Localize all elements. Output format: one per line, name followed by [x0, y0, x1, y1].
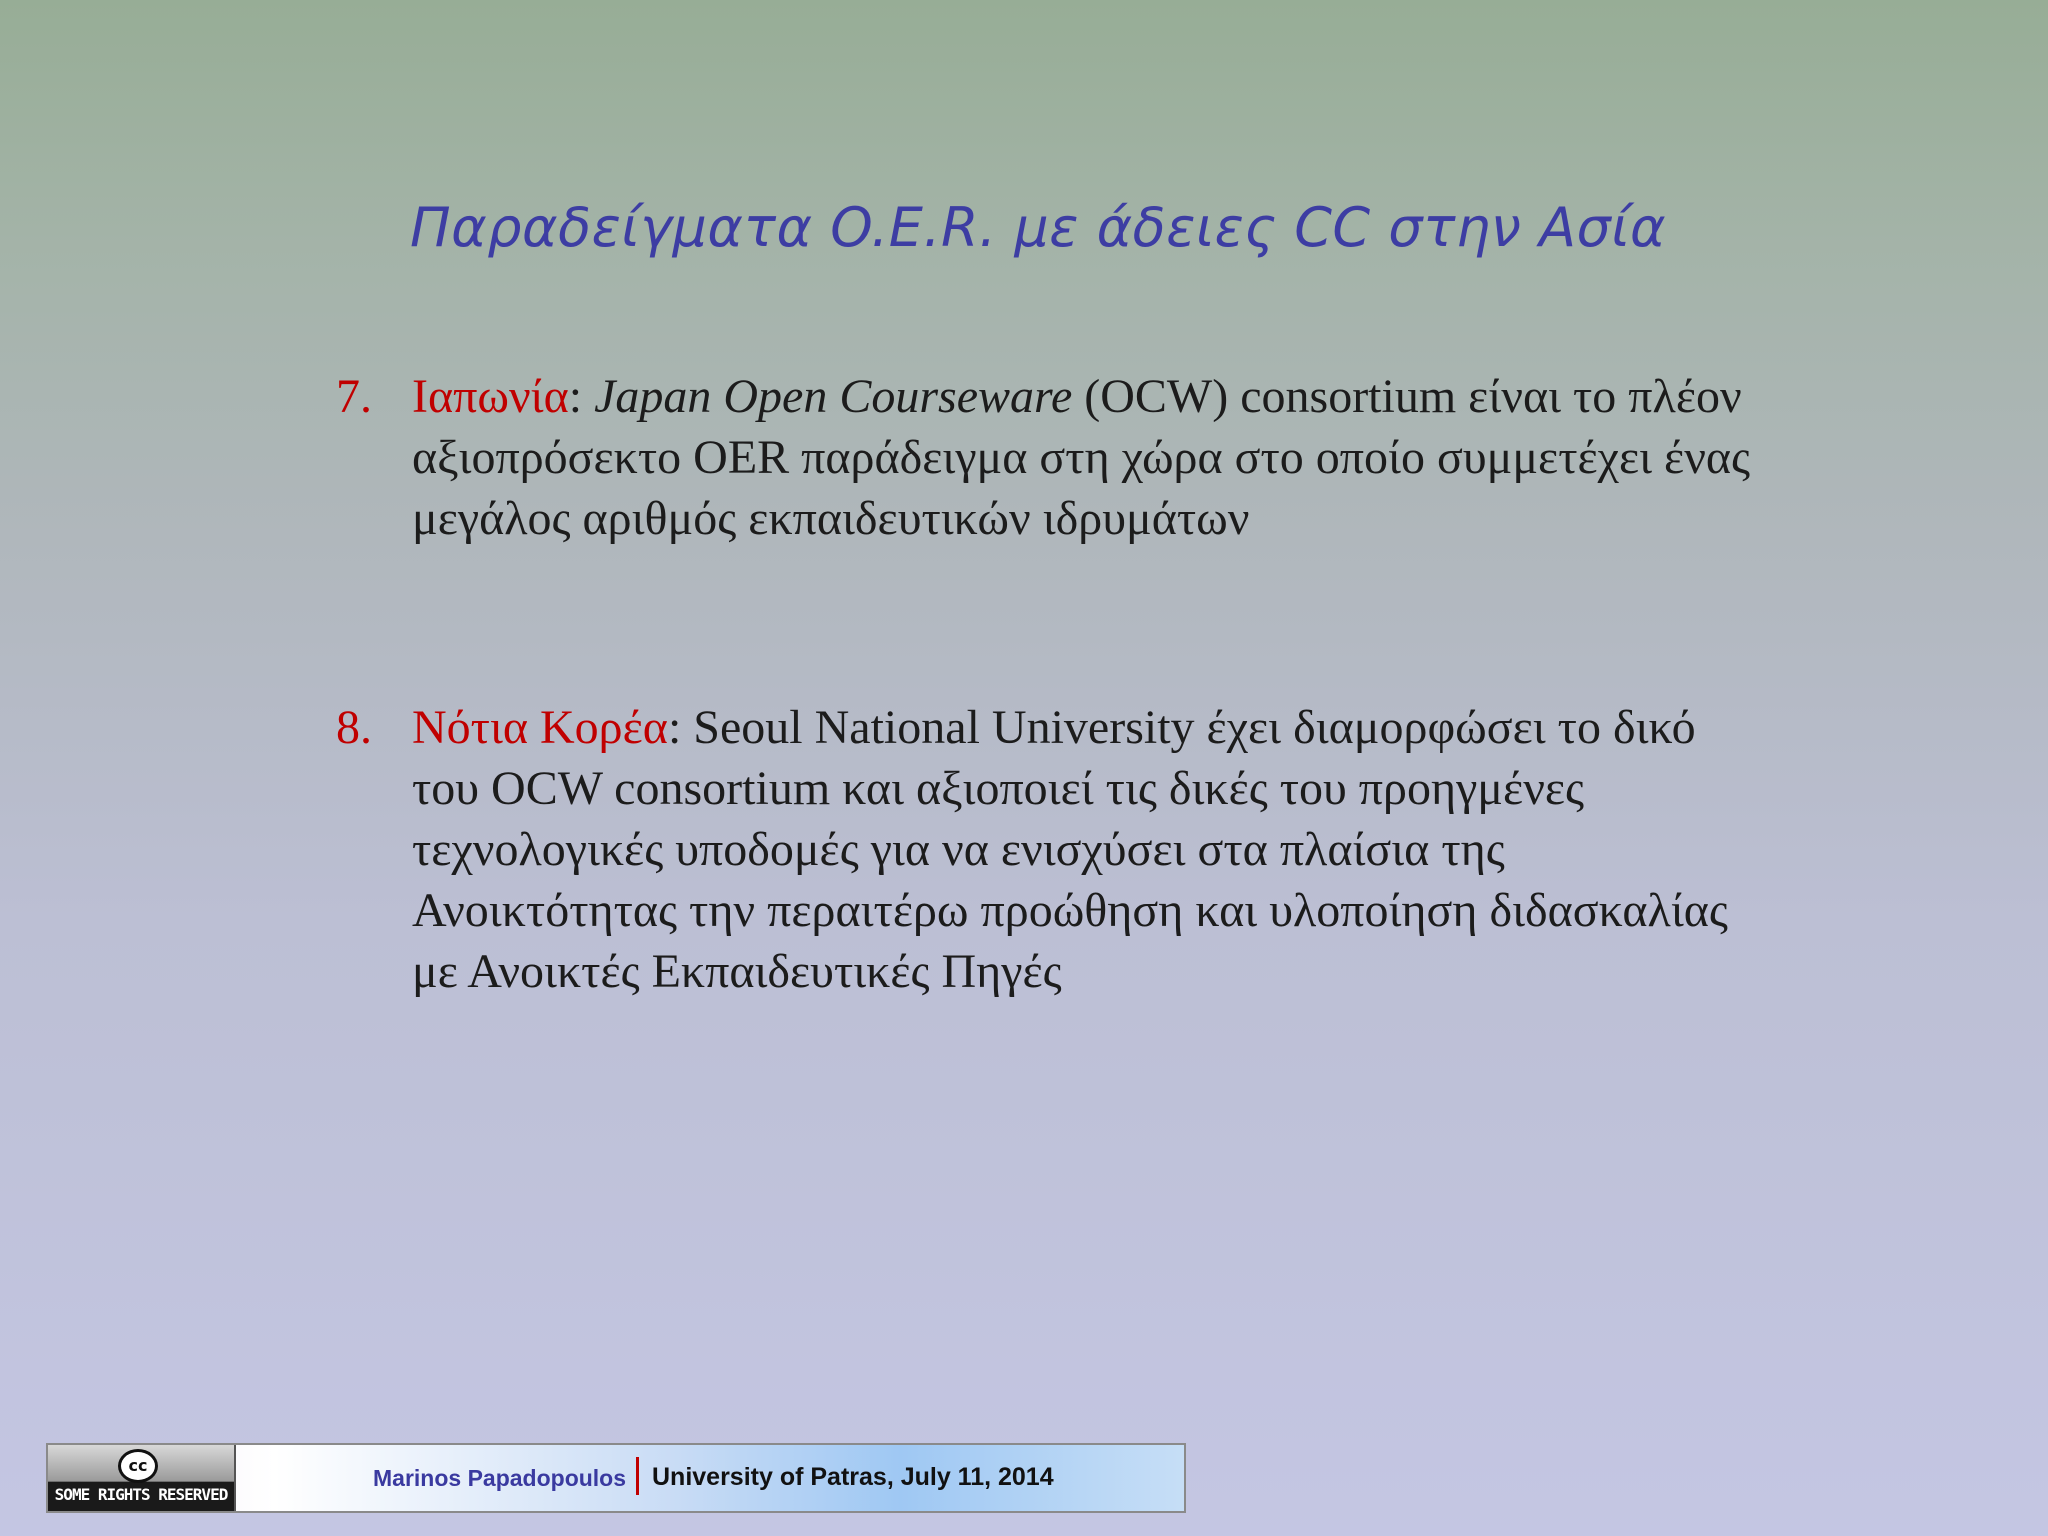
list-item-body [412, 697, 1756, 1002]
list-item-body [412, 366, 1756, 549]
author-name: Marinos Papadopoulos [373, 1465, 627, 1491]
country-name: Νότια Κορέα [412, 701, 668, 754]
item-text: (OCW) consortium είναι το πλέον αξιοπρόσεκτο OER παράδειγμα στη χώρα στο οποίο συμμετέχει ένας μεγάλος αριθμός εκπαιδευτικών ιδρυμάτων [412, 370, 1751, 545]
item-text: Seoul National University έχει διαμορφώσει το δικό του OCW consortium και αξιοποιεί τις δικές του προηγμένες τεχνολογικές υποδομές για να ενισχύσει στα πλαίσια της Ανοικτότητας την περαιτέρω προώθηση και υλοποίηση διδασκαλίας με Ανοικτές Εκπαιδευτικές Πηγές [412, 701, 1728, 998]
cc-license-badge [48, 1445, 236, 1511]
footer-bar [46, 1443, 1186, 1513]
separator: : [667, 701, 694, 754]
slide-title: Παραδείγματα O.E.R. με άδειες CC στην Ασία [410, 196, 1667, 259]
list-item-korea [336, 697, 1756, 1002]
list-item-japan [336, 366, 1756, 549]
emphasis-text: Japan Open Courseware [594, 370, 1073, 423]
country-name: Ιαπωνία [412, 370, 569, 423]
footer-divider [636, 1457, 639, 1495]
list-item-number: 7. [336, 370, 372, 423]
separator: : [568, 370, 595, 423]
cc-icon: cc [118, 1449, 158, 1483]
venue-date: University of Patras, July 11, 2014 [652, 1463, 1054, 1491]
license-text: SOME RIGHTS RESERVED [54, 1485, 228, 1504]
list-item-number: 8. [336, 701, 372, 754]
